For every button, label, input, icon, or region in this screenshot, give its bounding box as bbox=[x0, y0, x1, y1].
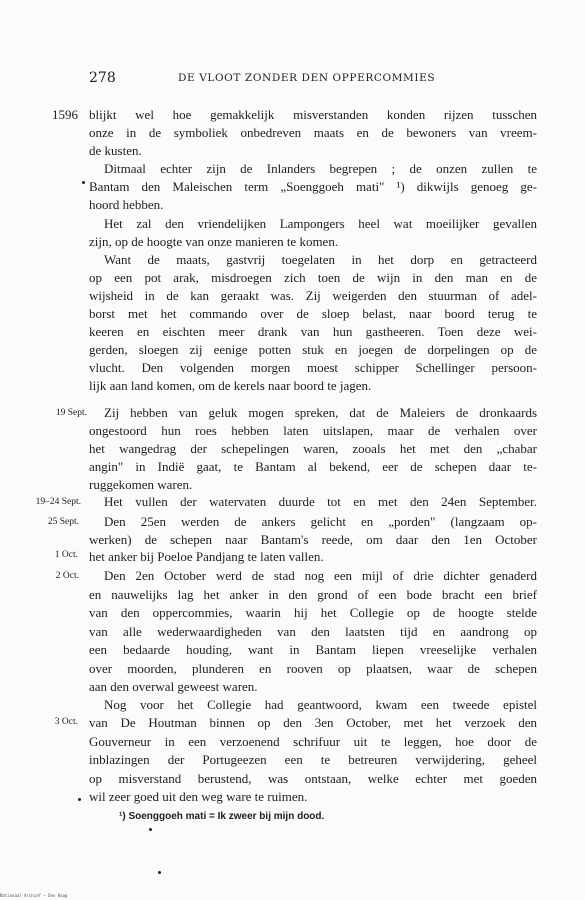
text-line: op misverstand berustend, was ontstaan, welke echter met goeden bbox=[89, 771, 537, 786]
text-line: van den oppercommies, waarin hij het Collegie op de hoogte stelde bbox=[89, 605, 537, 620]
text-line: blijkt wel hoe gemakkelijk misverstanden konden rijzen tusschen bbox=[89, 107, 537, 122]
text-line: zijn, op de hoogte van onze manieren te komen. bbox=[89, 234, 339, 249]
text-line: Het zal den vriendelijken Lampongers heel wat moeilijker gevallen bbox=[104, 216, 537, 231]
scan-speck bbox=[82, 181, 85, 184]
text-line: over moorden, plunderen en rooven op plaatsen, waar de schepen bbox=[89, 661, 537, 676]
text-line: het anker bij Poeloe Pandjang te laten vallen. bbox=[89, 549, 324, 564]
text-line: Den 2en October werd de stad nog een mijl of drie dichter genaderd bbox=[104, 568, 537, 583]
text-line: keeren en eischten meer drank van hun gastheeren. Toen deze wei- bbox=[89, 324, 537, 339]
text-line: Want de maats, gastvrij toegelaten in het dorp en getracteerd bbox=[104, 252, 537, 267]
text-line: ongestoord hun roes hebben laten uitslapen, maar de verhalen over bbox=[89, 423, 537, 438]
margin-note-3-oct: 3 Oct. bbox=[54, 717, 78, 727]
text-line: borst met het commando over de sloep belast, naar boord terug te bbox=[89, 306, 537, 321]
text-line: gerden, sloegen zij eenige potten stuk en joegen de dorpelingen op de bbox=[89, 342, 537, 357]
margin-year: 1596 bbox=[52, 107, 78, 122]
text-line: aan den overwal geweest waren. bbox=[89, 679, 258, 694]
margin-note-2-oct: 2 Oct. bbox=[55, 571, 79, 581]
text-line: Gouverneur in een verzoenend schrifuur uit te leggen, hoe door de bbox=[89, 734, 537, 749]
text-line: Den 25en werden de ankers gelicht en „porden" (langzaam op- bbox=[104, 514, 537, 529]
margin-note-1-oct: 1 Oct. bbox=[54, 550, 78, 560]
text-line: Ditmaal echter zijn de Inlanders begrepen ; de onzen zullen te bbox=[104, 161, 537, 176]
text-line: werken) de schepen naar Bantam's reede, om daar den 1en October bbox=[89, 532, 537, 547]
footnote: ¹) Soenggoeh mati = Ik zweer bij mijn dood. bbox=[119, 811, 325, 822]
text-line: angin" in Indië gaat, te Bantam al bekend, eer de schepen daar te- bbox=[89, 459, 537, 474]
text-line: Nog voor het Collegie had geantwoord, kwam een tweede epistel bbox=[104, 697, 537, 712]
text-line: op een pot arak, misdroegen zich toen de wijn in den man en de bbox=[89, 270, 537, 285]
text-line: ruggekomen waren. bbox=[89, 477, 193, 492]
text-line: Het vullen der watervaten duurde tot en met den 24en September. bbox=[104, 494, 537, 509]
margin-note-25-sept: 25 Sept. bbox=[47, 517, 79, 527]
text-line: lijk aan land komen, om de kerels naar boord te jagen. bbox=[89, 378, 372, 393]
page-number: 278 bbox=[89, 70, 116, 86]
text-line: Zij hebben van geluk mogen spreken, dat de Maleiers de dronkaards bbox=[104, 405, 537, 420]
running-head: DE VLOOT ZONDER DEN OPPERCOMMIES bbox=[178, 72, 436, 84]
text-line: de kusten. bbox=[89, 143, 142, 158]
text-line: vlucht. Den volgenden morgen moest schipper Schellinger persoon- bbox=[89, 360, 537, 375]
text-line: wil zeer goed uit den weg ware te ruimen. bbox=[89, 789, 308, 804]
text-line: hoord hebben. bbox=[89, 197, 164, 212]
text-line: wijsheid in de kan geraakt was. Zij weigerden den stuurman of adel- bbox=[89, 288, 537, 303]
margin-note-19-24-sept: 19–24 Sept. bbox=[35, 497, 81, 507]
text-line: onze in de symboliek onbedreven maats en de bewoners van vreem- bbox=[89, 125, 537, 140]
scan-speck bbox=[158, 871, 161, 874]
text-line: van alle wederwaardigheden van den laatsten tijd en aandrong op bbox=[89, 624, 537, 639]
text-line: van De Houtman binnen op den 3en October, met het verzoek den bbox=[89, 715, 537, 730]
scan-strip: Nationaal Archief — Den Haag bbox=[0, 893, 68, 898]
margin-note-19-sept: 19 Sept. bbox=[55, 408, 87, 418]
text-line: en nauwelijks lag het anker in den grond of een bode bracht een brief bbox=[89, 587, 537, 602]
scan-speck bbox=[78, 798, 81, 801]
text-line: een bedaarde houding, want in Bantam liepen vreeselijke verhalen bbox=[89, 642, 537, 657]
scan-speck bbox=[149, 828, 152, 831]
text-line: Bantam den Maleischen term „Soenggoeh mati" ¹) dikwijls genoeg ge- bbox=[89, 179, 537, 194]
text-line: inblazingen der Portugeezen een te betreuren verwijdering, geheel bbox=[89, 752, 537, 767]
text-line: het wangedrag der schepelingen waren, zooals het met den „chabar bbox=[89, 441, 537, 456]
